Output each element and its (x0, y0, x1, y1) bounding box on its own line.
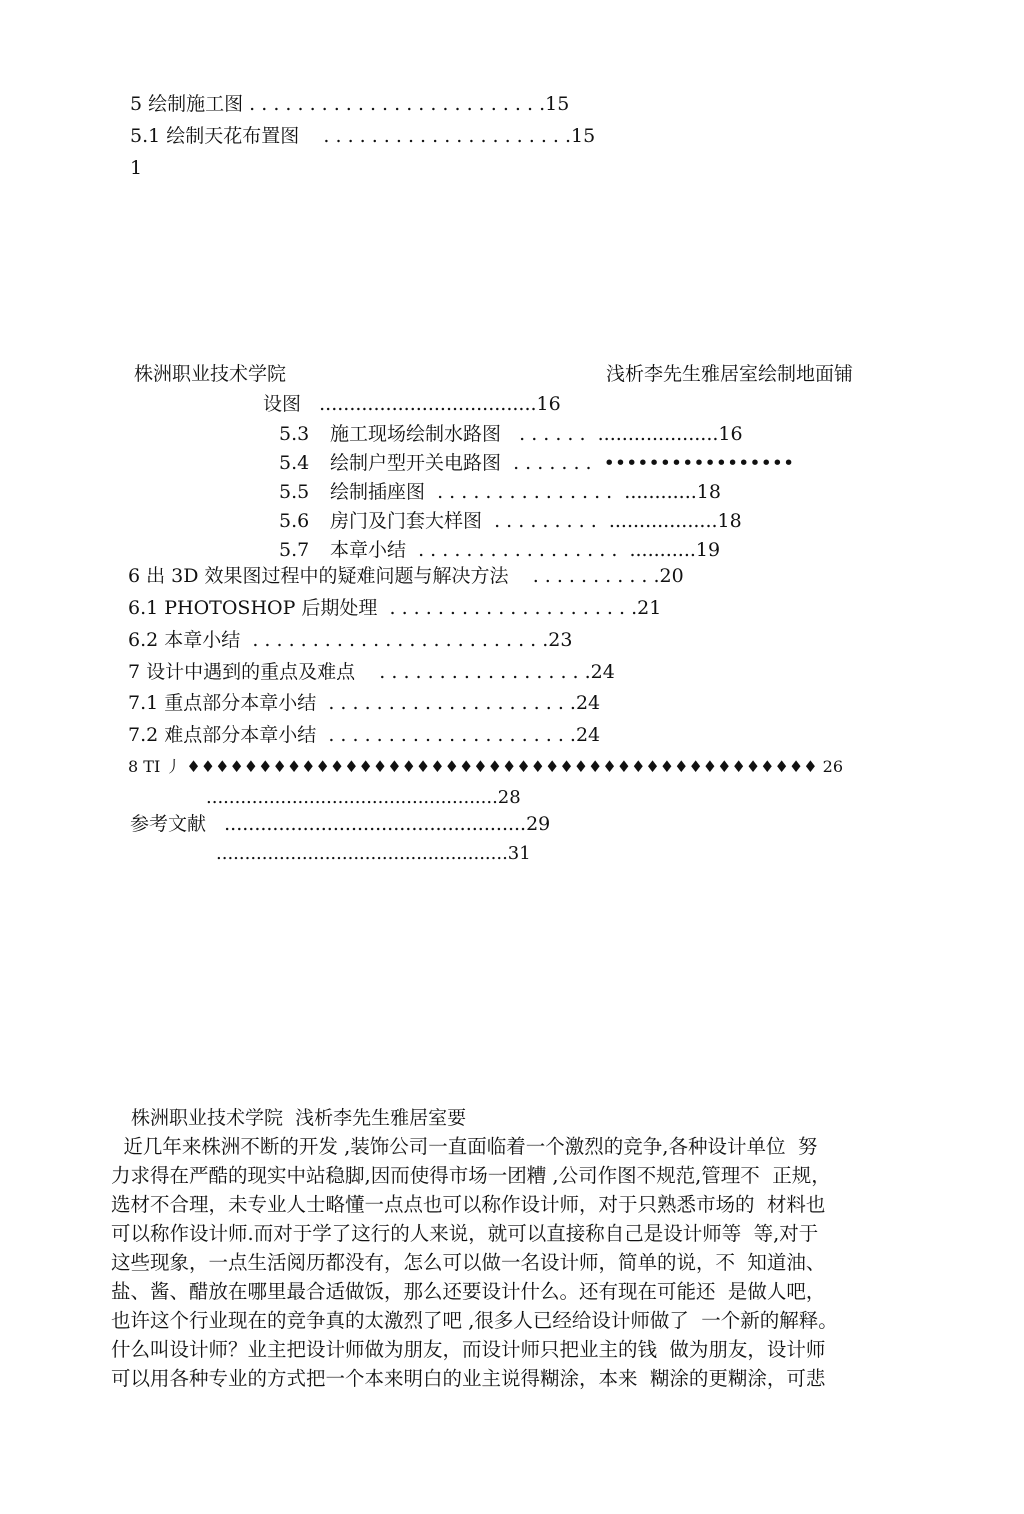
toc-num-5-6: 5.6 (279, 510, 310, 532)
toc-entry-7-1: 7.1 重点部分本章小结 . . . . . . . . . . . . . . . . . . . . .24 (128, 692, 601, 714)
page-number: 1 (130, 157, 143, 179)
toc-entry-5-5: 绘制插座图 . . . . . . . . . . . . . . . ............18 (330, 481, 721, 503)
toc-entry-5-3: 施工现场绘制水路图 . . . . . . ....................16 (330, 423, 743, 445)
body-line-9: 可以用各种专业的方式把一个本来明白的业主说得糊涂，本来 糊涂的更糊涂，可悲 (111, 1367, 826, 1390)
body-line-7: 也许这个行业现在的竞争真的太激烈了吧 ,很多人已经给设计师做了 一个新的解释。 (111, 1309, 838, 1332)
body-line-3: 选材不合理，未专业人士略懂一点点也可以称作设计师，对于只熟悉市场的 材料也 (111, 1193, 826, 1216)
toc-entry-6-1: 6.1 PHOTOSHOP 后期处理 . . . . . . . . . . . . . . . . . . . . .21 (128, 597, 662, 619)
toc-entry-6: 6 出 3D 效果图过程中的疑难问题与解决方法 . . . . . . . . . . .20 (128, 565, 684, 587)
toc-entry-5-6: 房门及门套大样图 . . . . . . . . . ..................18 (330, 510, 742, 532)
toc-entry-references: 参考文献 ..................................................29 (130, 813, 551, 835)
toc-entry-7: 7 设计中遇到的重点及难点 . . . . . . . . . . . . . . . . . .24 (128, 661, 615, 683)
body-line-1: 近几年来株洲不断的开发 ,装饰公司一直面临着一个激烈的竞争,各种设计单位 努 (111, 1135, 818, 1158)
toc-entry-8: 8 TI 丿 ♦♦♦♦♦♦♦♦♦♦♦♦♦♦♦♦♦♦♦♦♦♦♦♦♦♦♦♦♦♦♦♦♦♦♦♦♦♦♦♦♦♦♦♦ 26 (128, 757, 843, 776)
toc-num-5-3: 5.3 (279, 423, 310, 445)
body-line-8: 什么叫设计师？业主把设计师做为朋友，而设计师只把业主的钱 做为朋友，设计师 (111, 1338, 826, 1361)
header-title: 浅析李先生雅居室绘制地面铺 (606, 363, 854, 385)
body-line-6: 盐、酱、醋放在哪里最合适做饭，那么还要设计什么。还有现在可能还 是做人吧， (111, 1280, 826, 1303)
toc-entry-5: 5 绘制施工图 . . . . . . . . . . . . . . . . . . . . . . . . .15 (130, 93, 570, 115)
toc-num-5-4: 5.4 (279, 452, 310, 474)
toc-num-5-7: 5.7 (279, 539, 310, 561)
toc-entry-7-2: 7.2 难点部分本章小结 . . . . . . . . . . . . . . . . . . . . .24 (128, 724, 601, 746)
toc-entry-6-2: 6.2 本章小结 . . . . . . . . . . . . . . . . . . . . . . . . .23 (128, 629, 573, 651)
toc-tail-31: ...................................................31 (216, 843, 531, 864)
toc-entry-5-7: 本章小结 . . . . . . . . . . . . . . . . . ...........19 (330, 539, 721, 561)
body-line-5: 这些现象，一点生活阅历都没有，怎么可以做一名设计师，简单的说，不 知道油、 (111, 1251, 826, 1274)
body-line-2: 力求得在严酷的现实中站稳脚,因而使得市场一团糟 ,公司作图不规范,管理不 正规， (111, 1164, 831, 1187)
toc-entry-5-1: 5.1 绘制天花布置图 . . . . . . . . . . . . . . . . . . . . .15 (130, 125, 596, 147)
header-school: 株洲职业技术学院 (134, 363, 287, 385)
toc-entry-5-2-cont: 设图 ....................................16 (263, 393, 561, 415)
toc-num-5-5: 5.5 (279, 481, 310, 503)
toc-entry-5-4: 绘制户型开关电路图 . . . . . . . ••••••••••••••••• (330, 452, 795, 474)
page2-header: 株洲职业技术学院 浅析李先生雅居室要 (131, 1107, 467, 1129)
body-line-4: 可以称作设计师.而对于学了这行的人来说，就可以直接称自己是设计师等 等,对于 (111, 1222, 819, 1245)
toc-tail-28: ...................................................28 (206, 787, 521, 808)
